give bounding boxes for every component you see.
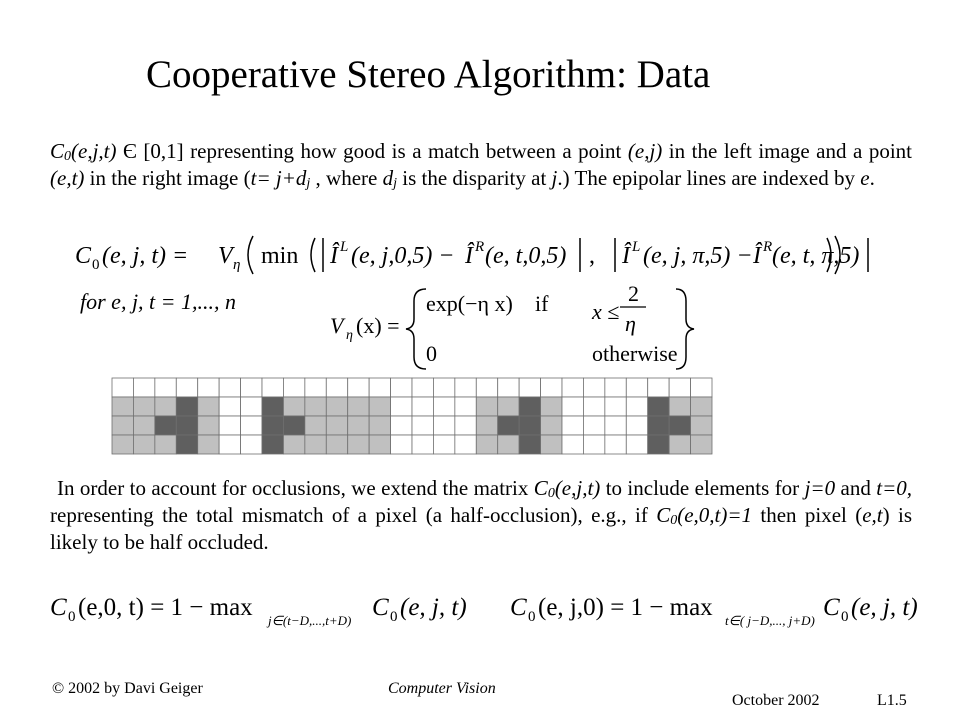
svg-text:η: η	[346, 328, 353, 343]
svg-text:j∈(t−D,...,t+D): j∈(t−D,...,t+D)	[268, 613, 352, 628]
grid-cell-light	[541, 435, 562, 454]
svg-text:Î: Î	[465, 243, 473, 269]
grid-cell-light	[476, 435, 497, 454]
grid-cell-light	[305, 416, 326, 435]
grid-cell-light	[112, 435, 133, 454]
grid-cell-empty	[155, 378, 176, 397]
grid-cell-empty	[626, 416, 647, 435]
grid-cell-dark	[262, 397, 283, 416]
grid-cell-light	[541, 416, 562, 435]
grid-cell-light	[112, 416, 133, 435]
grid-cell-empty	[583, 416, 604, 435]
grid-cell-empty	[412, 435, 433, 454]
grid-cell-empty	[391, 397, 412, 416]
svg-text:0: 0	[528, 609, 536, 625]
svg-text:Î: Î	[622, 243, 630, 269]
grid-cell-dark	[648, 397, 669, 416]
svg-text:(e, j, π,5) −: (e, j, π,5) −	[643, 243, 753, 269]
svg-text:Î: Î	[753, 243, 761, 269]
grid-cell-empty	[112, 378, 133, 397]
grid-cell-empty	[176, 378, 197, 397]
grid-cell-empty	[476, 378, 497, 397]
grid-cell-light	[348, 397, 369, 416]
grid-cell-light	[326, 416, 347, 435]
grid-cell-empty	[648, 378, 669, 397]
grid-cell-light	[283, 397, 304, 416]
grid-cell-light	[112, 397, 133, 416]
grid-cell-empty	[433, 435, 454, 454]
paragraph-definition: $C_0(e,j,t)$ Є [0,1] representing how good is a match between a point (e,j) in the left image and a point (e,t) in the right image ($t= j+d_j$ , where $d_j$ is the disparity at j.) The epipolar lines are indexed by e.	[50, 139, 913, 192]
grid-cell-empty	[391, 416, 412, 435]
grid-cell-empty	[605, 397, 626, 416]
paragraph-occlusion: In order to account for occlusions, we extend the matrix $C_0(e,j,t)$ to include elements for j=0 and t=0, representing the total mismatch of a pixel (a half-occlusion), e.g., if $C_0(e,0,t)=1$ then pixel (e,t) is likely to be half occluded.	[50, 476, 913, 554]
grid-cell-empty	[219, 397, 240, 416]
svg-text:0: 0	[92, 257, 100, 273]
grid-cell-empty	[412, 397, 433, 416]
grid-cell-empty	[455, 378, 476, 397]
grid-cell-light	[369, 416, 390, 435]
svg-text:x ≤: x ≤	[592, 299, 620, 324]
grid-cell-empty	[583, 378, 604, 397]
grid-cell-dark	[648, 435, 669, 454]
svg-text:for e, j, t = 1,..., n: for e, j, t = 1,..., n	[80, 289, 237, 314]
svg-text:0: 0	[390, 609, 398, 625]
svg-text:0: 0	[426, 341, 437, 366]
svg-text:if: if	[535, 291, 549, 316]
grid-cell-empty	[669, 378, 690, 397]
footer-course: Computer Vision	[388, 680, 496, 697]
disparity-grid-illustration	[112, 378, 712, 454]
grid-cell-light	[476, 397, 497, 416]
footer-slide-number: L1.5	[877, 692, 907, 709]
grid-cell-empty	[626, 435, 647, 454]
svg-text:C: C	[510, 594, 527, 621]
grid-cell-light	[326, 435, 347, 454]
svg-text:0: 0	[841, 609, 849, 625]
grid-cell-light	[369, 435, 390, 454]
svg-text:(e, j,0) = 1 − max: (e, j,0) = 1 − max	[538, 594, 713, 621]
grid-cell-light	[691, 435, 712, 454]
grid-cell-empty	[219, 378, 240, 397]
svg-text:exp(−η x): exp(−η x)	[426, 291, 513, 316]
svg-text:C: C	[372, 594, 389, 621]
grid-cell-light	[669, 397, 690, 416]
grid-cell-empty	[219, 416, 240, 435]
svg-text:(e, t,0,5): (e, t,0,5)	[485, 243, 567, 269]
grid-cell-light	[305, 435, 326, 454]
footer-date: October 2002	[732, 692, 820, 709]
grid-cell-empty	[455, 435, 476, 454]
svg-text:(e, j, t): (e, j, t)	[400, 594, 467, 621]
grid-cell-dark	[176, 397, 197, 416]
svg-text:(x) =: (x) =	[356, 313, 400, 338]
grid-cell-light	[348, 435, 369, 454]
grid-cell-light	[155, 397, 176, 416]
grid-cell-empty	[691, 378, 712, 397]
grid-cell-empty	[433, 378, 454, 397]
svg-text:2: 2	[628, 281, 639, 306]
grid-cell-light	[498, 435, 519, 454]
grid-cell-dark	[283, 416, 304, 435]
svg-text:R: R	[763, 239, 773, 255]
grid-cell-light	[133, 397, 154, 416]
svg-text:(e, t, π,5): (e, t, π,5)	[772, 243, 860, 269]
grid-cell-empty	[562, 416, 583, 435]
svg-text:otherwise: otherwise	[592, 341, 678, 366]
grid-cell-empty	[562, 378, 583, 397]
equation-matching-cost	[75, 232, 860, 278]
grid-cell-empty	[412, 378, 433, 397]
grid-cell-light	[541, 397, 562, 416]
grid-cell-empty	[626, 378, 647, 397]
grid-cell-light	[369, 397, 390, 416]
grid-cell-empty	[241, 435, 262, 454]
grid-cell-empty	[605, 416, 626, 435]
svg-text:C: C	[50, 594, 67, 621]
svg-text:V: V	[218, 243, 233, 269]
grid-cell-empty	[369, 378, 390, 397]
svg-text:η: η	[233, 257, 241, 273]
grid-cell-empty	[433, 416, 454, 435]
svg-text:C: C	[823, 594, 840, 621]
grid-cell-empty	[241, 416, 262, 435]
svg-text:0: 0	[68, 609, 76, 625]
grid-cell-empty	[133, 378, 154, 397]
grid-cell-empty	[541, 378, 562, 397]
grid-cell-dark	[176, 416, 197, 435]
grid-cell-dark	[155, 416, 176, 435]
svg-text:V: V	[330, 313, 344, 338]
grid-cell-light	[498, 397, 519, 416]
equation-occlusion-matrix	[50, 590, 940, 630]
grid-cell-light	[133, 435, 154, 454]
footer-copyright: © 2002 by Davi Geiger	[52, 680, 203, 697]
grid-cell-empty	[241, 397, 262, 416]
svg-text:t∈( j−D,..., j+D): t∈( j−D,..., j+D)	[725, 613, 815, 628]
grid-cell-light	[305, 397, 326, 416]
grid-cell-light	[691, 416, 712, 435]
svg-text:(e, j, t) =: (e, j, t) =	[102, 243, 189, 269]
grid-cell-light	[198, 435, 219, 454]
grid-cell-empty	[262, 378, 283, 397]
grid-cell-dark	[262, 435, 283, 454]
grid-cell-empty	[391, 378, 412, 397]
grid-cell-empty	[433, 397, 454, 416]
grid-cell-empty	[455, 397, 476, 416]
grid-cell-empty	[498, 378, 519, 397]
svg-text:min: min	[261, 243, 299, 269]
svg-text:L: L	[632, 239, 641, 255]
grid-cell-light	[348, 416, 369, 435]
grid-cell-light	[155, 435, 176, 454]
grid-cell-dark	[669, 416, 690, 435]
grid-cell-empty	[605, 378, 626, 397]
grid-cell-empty	[283, 378, 304, 397]
svg-text:(e, j,0,5) −: (e, j,0,5) −	[351, 243, 455, 269]
slide-title: Cooperative Stereo Algorithm: Data	[146, 53, 711, 96]
svg-text:η: η	[625, 311, 636, 336]
grid-cell-dark	[519, 397, 540, 416]
grid-cell-dark	[176, 435, 197, 454]
grid-cell-light	[326, 397, 347, 416]
grid-cell-dark	[519, 416, 540, 435]
svg-text:C: C	[75, 243, 92, 269]
grid-cell-empty	[412, 416, 433, 435]
grid-cell-empty	[455, 416, 476, 435]
grid-cell-empty	[219, 435, 240, 454]
grid-cell-dark	[519, 435, 540, 454]
svg-text:(e,0, t) = 1 − max: (e,0, t) = 1 − max	[78, 594, 253, 621]
svg-text:(e, j, t): (e, j, t)	[851, 594, 918, 621]
svg-text:Î: Î	[330, 243, 338, 269]
svg-text:R: R	[475, 239, 485, 255]
grid-cell-dark	[648, 416, 669, 435]
grid-cell-light	[133, 416, 154, 435]
grid-cell-light	[669, 435, 690, 454]
svg-text:L: L	[340, 239, 349, 255]
grid-cell-empty	[519, 378, 540, 397]
grid-cell-empty	[241, 378, 262, 397]
grid-cell-light	[283, 435, 304, 454]
grid-cell-empty	[583, 397, 604, 416]
grid-cell-light	[198, 397, 219, 416]
grid-cell-empty	[562, 397, 583, 416]
grid-cell-empty	[605, 435, 626, 454]
grid-cell-empty	[626, 397, 647, 416]
grid-cell-dark	[262, 416, 283, 435]
grid-cell-empty	[562, 435, 583, 454]
grid-cell-light	[476, 416, 497, 435]
grid-cell-empty	[391, 435, 412, 454]
grid-cell-light	[198, 416, 219, 435]
svg-text:,: ,	[589, 243, 595, 269]
grid-cell-empty	[198, 378, 219, 397]
grid-cell-empty	[305, 378, 326, 397]
grid-cell-empty	[326, 378, 347, 397]
grid-cell-empty	[348, 378, 369, 397]
grid-cell-empty	[583, 435, 604, 454]
equation-v-eta	[80, 281, 720, 370]
grid-cell-light	[691, 397, 712, 416]
grid-cell-dark	[498, 416, 519, 435]
